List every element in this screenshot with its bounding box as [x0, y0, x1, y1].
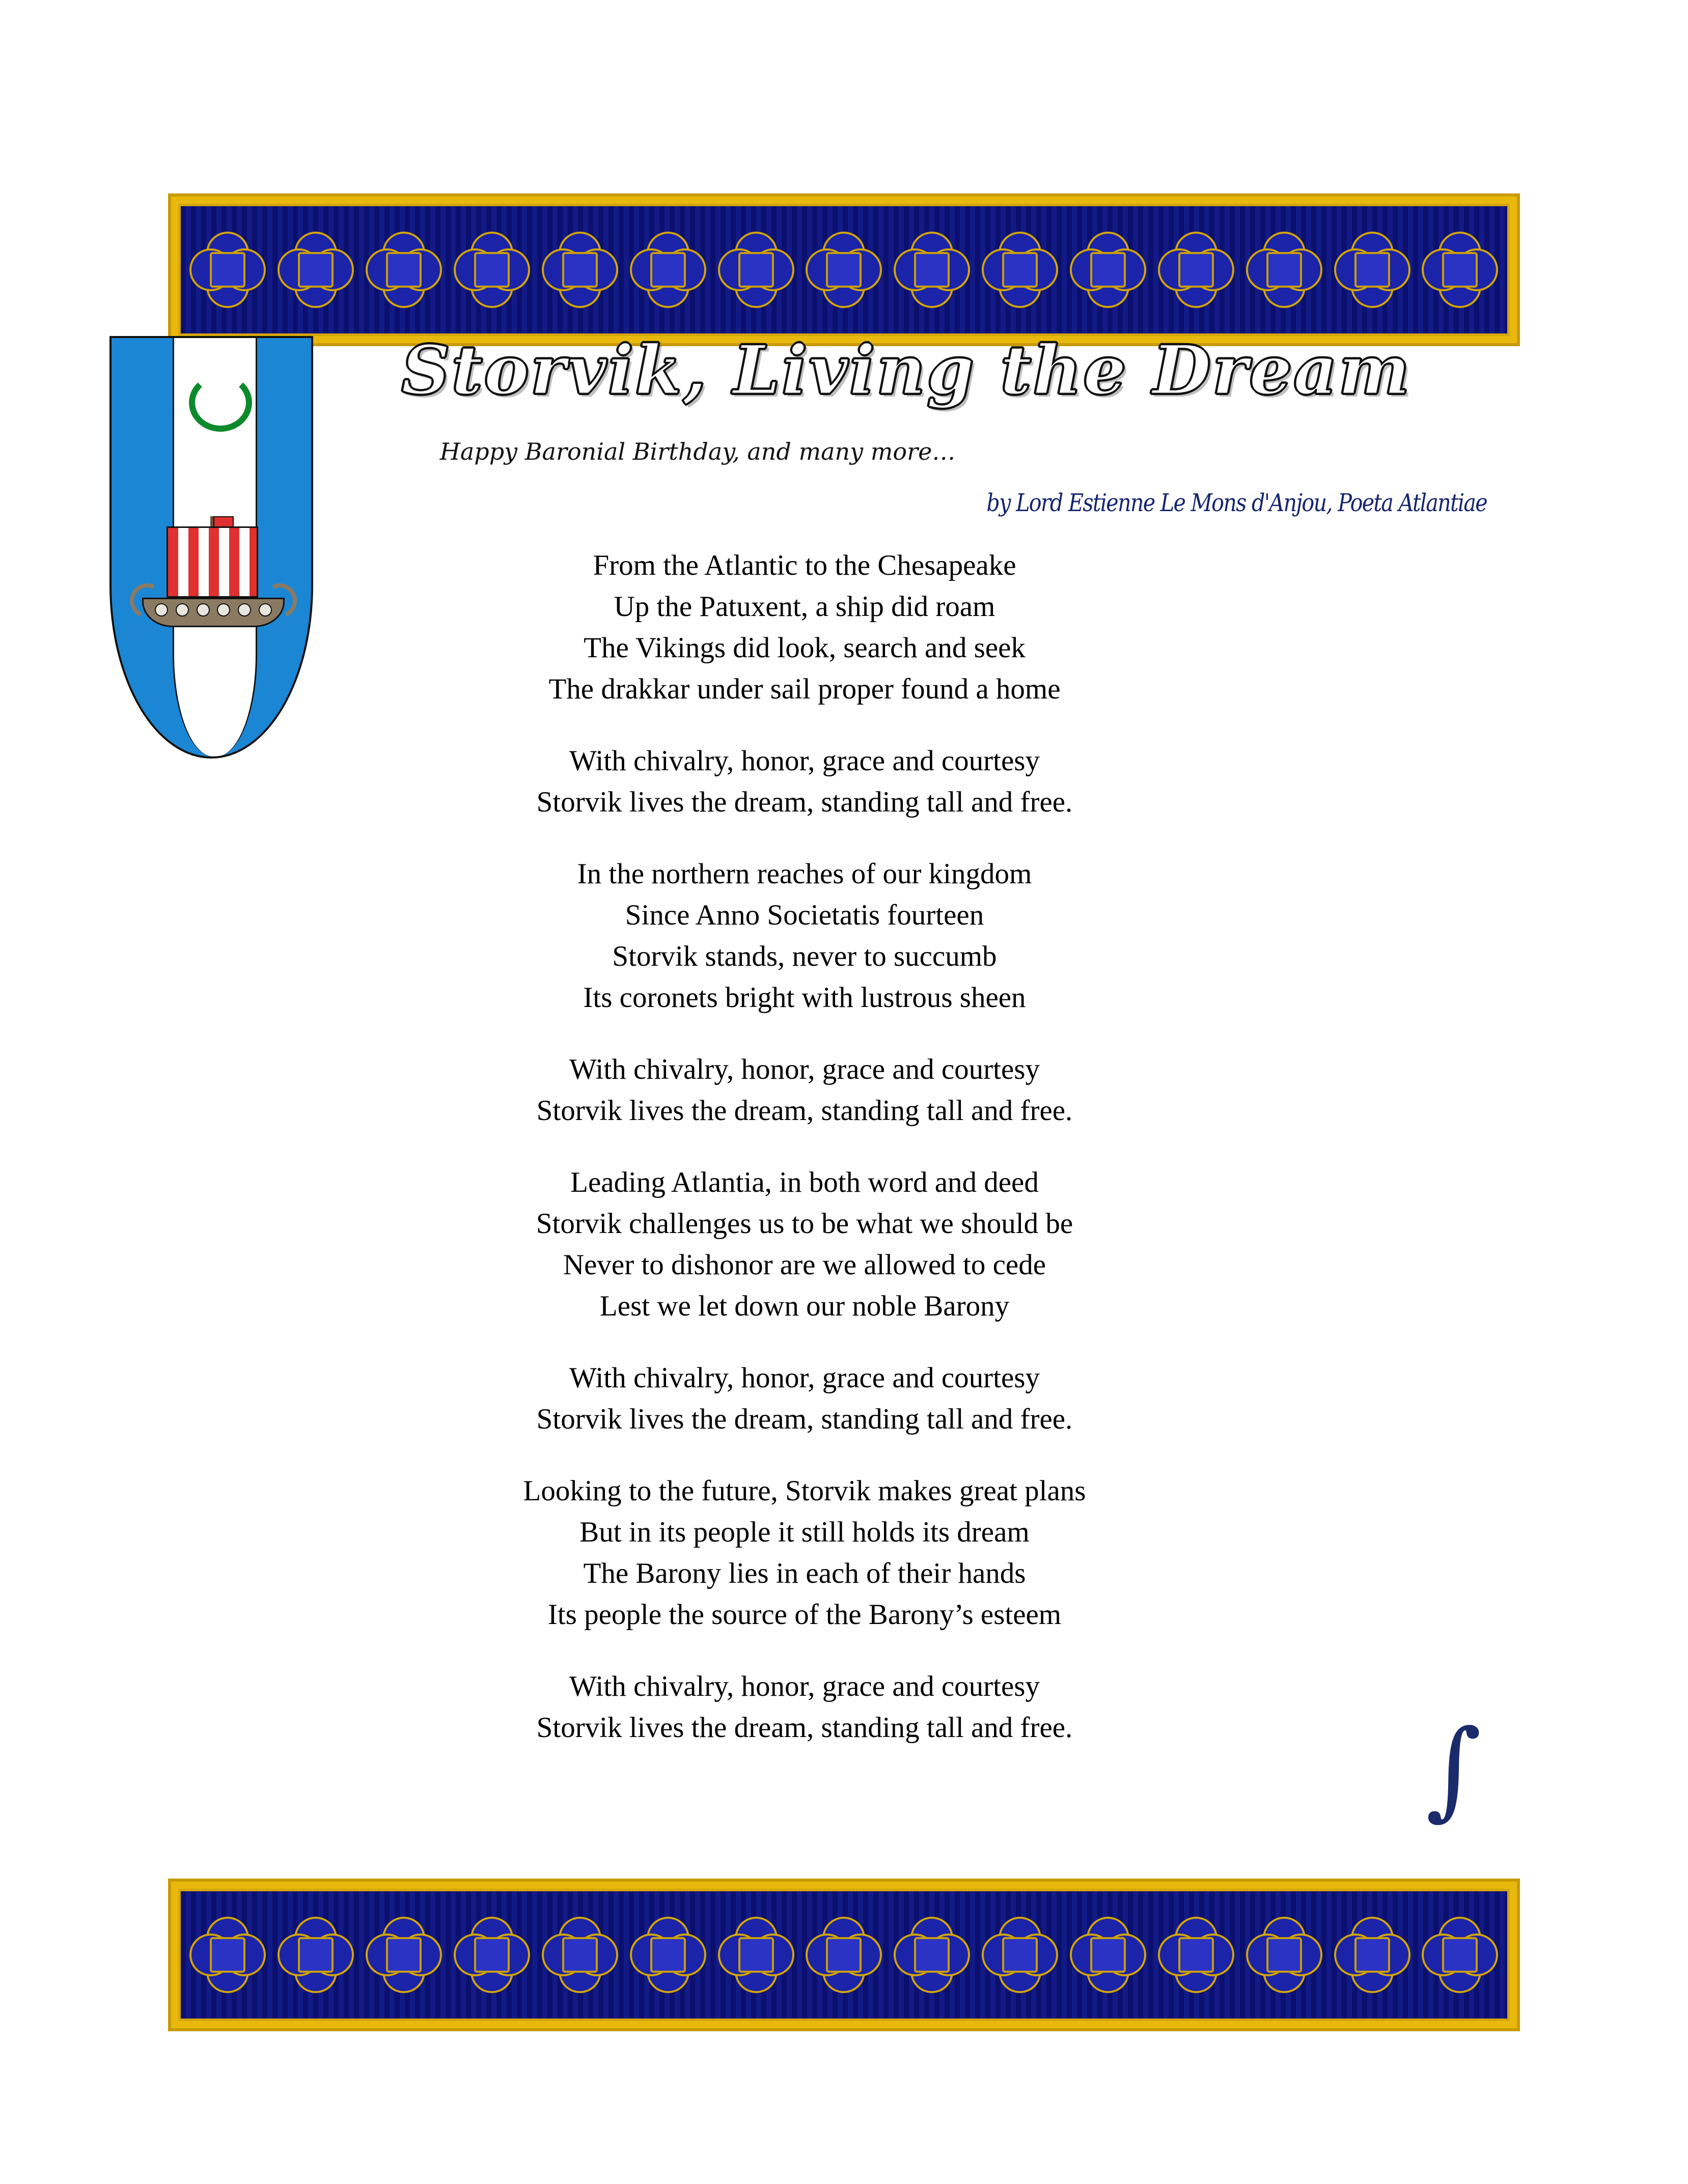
quatrefoil-ornament — [982, 1917, 1058, 1993]
quatrefoil-ornament — [454, 1917, 530, 1993]
quatrefoil-ornament — [982, 232, 1058, 308]
quatrefoil-ornament — [1334, 1917, 1410, 1993]
poem-line: Never to dishonor are we allowed to cede — [563, 1249, 1046, 1281]
quatrefoil-ornament — [630, 232, 706, 308]
poem-line: In the northern reaches of our kingdom — [577, 858, 1032, 890]
poem-line: Storvik lives the dream, standing tall and free. — [536, 1095, 1073, 1127]
poem-line: Storvik lives the dream, standing tall and free. — [536, 1712, 1073, 1744]
byline: by Lord Estienne Le Mons d'Anjou, Poeta Atlantiae — [986, 489, 1487, 517]
viking-ship-icon — [137, 516, 290, 643]
poem-line: Storvik lives the dream, standing tall and free. — [536, 1403, 1073, 1435]
top-decorative-border — [168, 193, 1520, 346]
quatrefoil-ornament — [278, 232, 354, 308]
laurel-wreath-icon — [189, 374, 252, 432]
poem-line: But in its people it still holds its dream — [579, 1516, 1030, 1548]
shield-icon — [109, 336, 313, 759]
quatrefoil-ornament — [189, 232, 266, 308]
bottom-border-inner — [178, 1889, 1510, 2021]
flourish-ornament-icon: ∫ — [1426, 1706, 1482, 1831]
quatrefoil-ornament — [1158, 1917, 1234, 1993]
poem-line: Leading Atlantia, in both word and deed — [570, 1166, 1039, 1198]
ship-sail — [167, 526, 258, 598]
quatrefoil-ornament — [630, 1917, 706, 1993]
poem-line: With chivalry, honor, grace and courtesy — [569, 1670, 1040, 1702]
poem-line: Looking to the future, Storvik makes great plans — [523, 1475, 1086, 1507]
bottom-border-pattern — [181, 1891, 1507, 2019]
page-title: Storvik, Living the Dream — [401, 331, 1412, 410]
poem-line: With chivalry, honor, grace and courtesy — [569, 1362, 1040, 1394]
quatrefoil-ornament — [1246, 1917, 1322, 1993]
quatrefoil-ornament — [1422, 1917, 1498, 1993]
quatrefoil-ornament — [894, 1917, 970, 1993]
poem-refrain — [316, 740, 1293, 823]
poem-refrain — [316, 1666, 1293, 1748]
quatrefoil-ornament — [1158, 232, 1234, 308]
page-subtitle: Happy Baronial Birthday, and many more… — [439, 438, 956, 465]
quatrefoil-ornament — [542, 232, 618, 308]
poem-line: Since Anno Societatis fourteen — [625, 899, 984, 931]
top-border-inner — [178, 204, 1510, 336]
quatrefoil-ornament — [894, 232, 970, 308]
quatrefoil-ornament — [718, 232, 794, 308]
poem-line: Lest we let down our noble Barony — [599, 1290, 1010, 1322]
quatrefoil-ornament — [806, 1917, 882, 1993]
coat-of-arms — [109, 336, 313, 759]
poem-line: The Vikings did look, search and seek — [584, 632, 1026, 664]
poem-line: From the Atlantic to the Chesapeake — [593, 549, 1016, 581]
quatrefoil-ornament — [1334, 232, 1410, 308]
poem-line: With chivalry, honor, grace and courtesy — [569, 745, 1040, 777]
quatrefoil-ornament — [542, 1917, 618, 1993]
poem-line: The Barony lies in each of their hands — [583, 1557, 1026, 1589]
top-border-pattern — [181, 206, 1507, 333]
poem-stanza — [316, 545, 1293, 710]
quatrefoil-ornament — [1070, 232, 1146, 308]
poem-line: Storvik stands, never to succumb — [612, 940, 997, 972]
quatrefoil-ornament — [454, 232, 530, 308]
quatrefoil-ornament — [278, 1917, 354, 1993]
quatrefoil-ornament — [718, 1917, 794, 1993]
quatrefoil-ornament — [366, 1917, 442, 1993]
poem-line: Storvik challenges us to be what we should be — [536, 1208, 1073, 1240]
poem-line: Up the Patuxent, a ship did roam — [614, 591, 995, 623]
quatrefoil-ornament — [189, 1917, 266, 1993]
ship-shield-row — [155, 603, 272, 619]
poem-stanza — [316, 1470, 1293, 1635]
poem-refrain — [316, 1049, 1293, 1131]
poem-line: Its coronets bright with lustrous sheen — [583, 982, 1026, 1014]
quatrefoil-ornament — [1422, 232, 1498, 308]
poem-refrain — [316, 1357, 1293, 1440]
poem-stanza — [316, 853, 1293, 1018]
poem-body — [316, 545, 1293, 1779]
bottom-decorative-border — [168, 1879, 1520, 2031]
poem-line: With chivalry, honor, grace and courtesy — [569, 1053, 1040, 1085]
poem-line: The drakkar under sail proper found a home — [548, 673, 1061, 705]
poem-line: Storvik lives the dream, standing tall and free. — [536, 786, 1073, 818]
quatrefoil-ornament — [1070, 1917, 1146, 1993]
quatrefoil-ornament — [366, 232, 442, 308]
poem-line: Its people the source of the Barony’s esteem — [547, 1599, 1062, 1631]
poem-stanza — [316, 1162, 1293, 1327]
quatrefoil-ornament — [806, 232, 882, 308]
ship-pennon — [213, 516, 234, 527]
ship-hull — [142, 598, 285, 627]
quatrefoil-ornament — [1246, 232, 1322, 308]
